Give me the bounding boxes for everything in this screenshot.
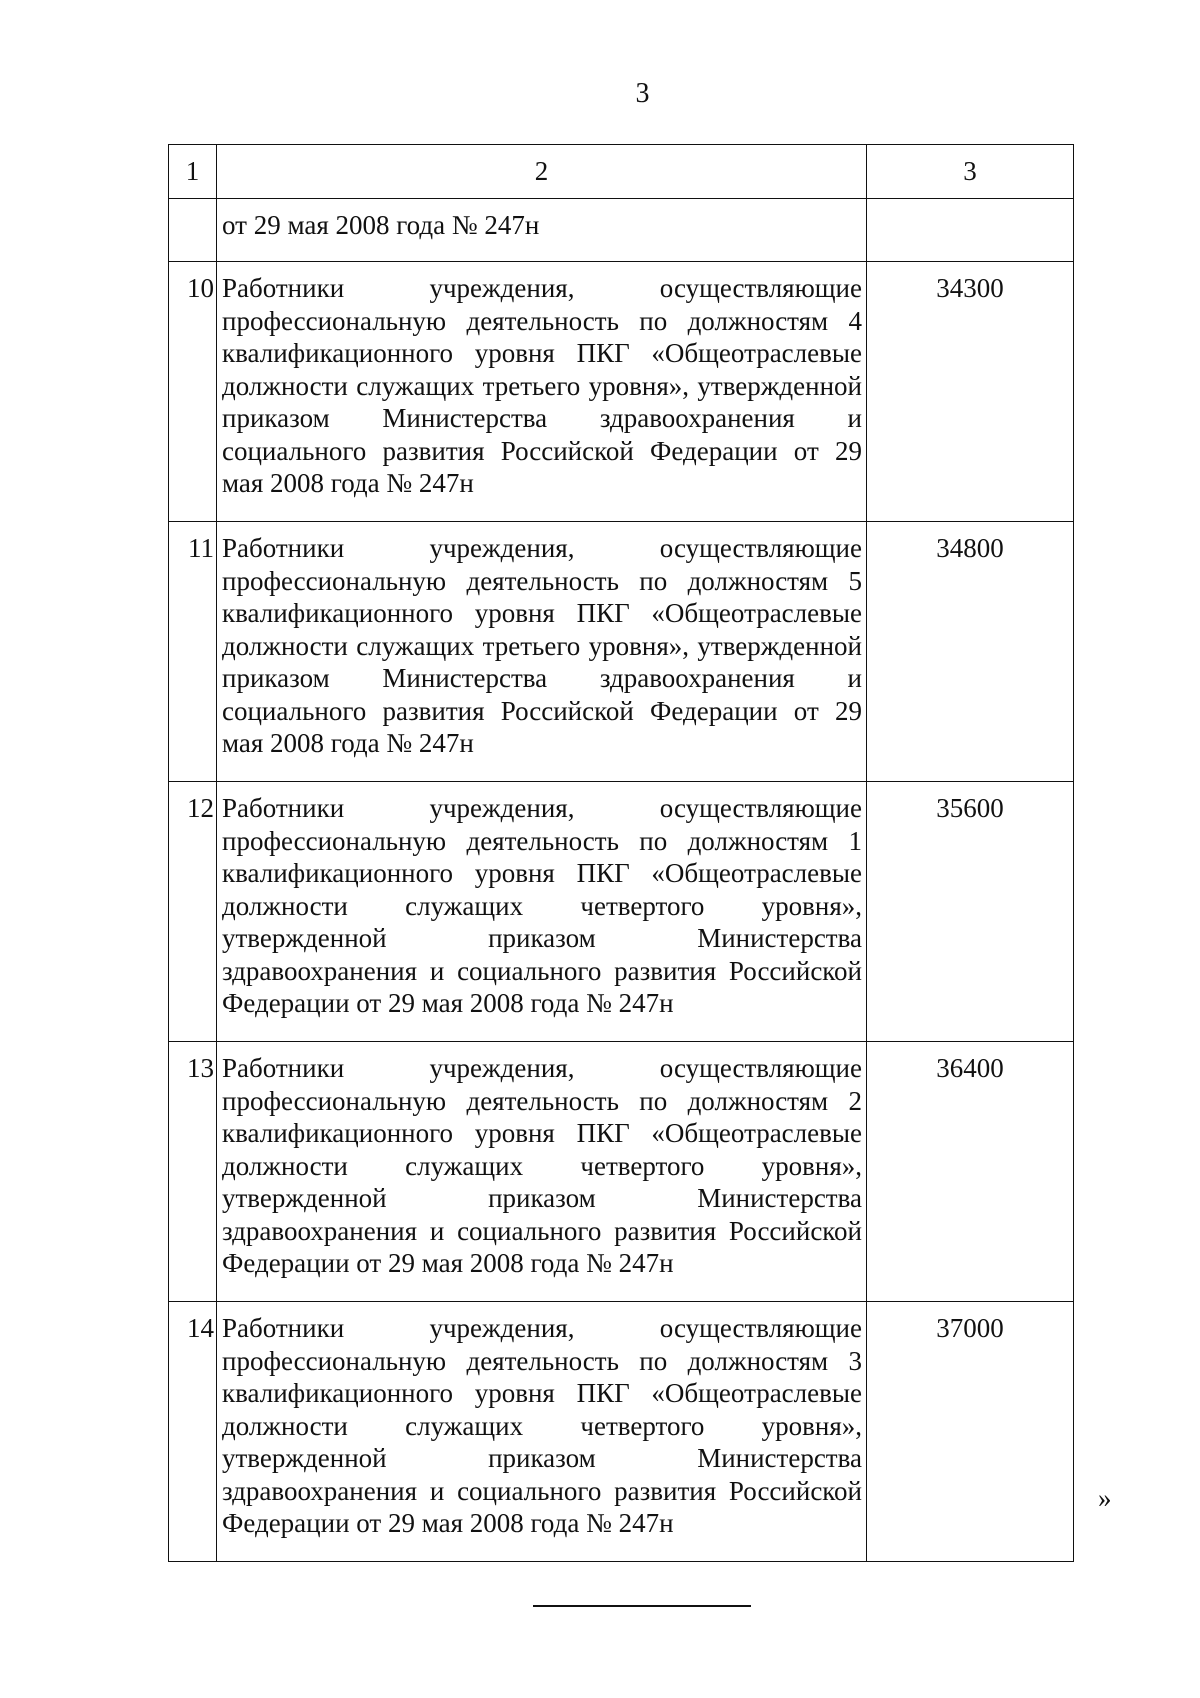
row-number: 13	[169, 1042, 217, 1302]
header-col-3: 3	[867, 145, 1074, 199]
row-description: Работники учреждения, осуществляющие профессиональную деятельность по должностям 1 квалификационного уровня ПКГ «Общеотраслевые должности служащих четвертого уровня», утвержденной приказом Министерства здравоохранения и социального развития Российской Федерации от 29 мая 2008 года № 247н	[217, 782, 867, 1042]
row-value: 34800	[867, 522, 1074, 782]
row-value: 35600	[867, 782, 1074, 1042]
closing-quote: »	[1098, 1483, 1112, 1513]
header-col-1: 1	[169, 145, 217, 199]
table-row	[169, 1042, 1074, 1302]
table-row	[169, 782, 1074, 1042]
table-header-row	[169, 145, 1074, 199]
header-col-2: 2	[217, 145, 867, 199]
continuation-row	[169, 199, 1074, 262]
table-row	[169, 1302, 1074, 1562]
table-row	[169, 262, 1074, 522]
row-description: Работники учреждения, осуществляющие профессиональную деятельность по должностям 5 квалификационного уровня ПКГ «Общеотраслевые должности служащих третьего уровня», утвержденной приказом Министерства здравоохранения и социального развития Российской Федерации от 29 мая 2008 года № 247н	[217, 522, 867, 782]
continuation-text: от 29 мая 2008 года № 247н	[217, 199, 867, 262]
row-description: Работники учреждения, осуществляющие профессиональную деятельность по должностям 4 квалификационного уровня ПКГ «Общеотраслевые должности служащих третьего уровня», утвержденной приказом Министерства здравоохранения и социального развития Российской Федерации от 29 мая 2008 года № 247н	[217, 262, 867, 522]
row-value: 37000	[867, 1302, 1074, 1562]
row-value: 36400	[867, 1042, 1074, 1302]
continuation-value-cell	[867, 199, 1074, 262]
salary-table	[168, 144, 1074, 1562]
continuation-num-cell	[169, 199, 217, 262]
table-row	[169, 522, 1074, 782]
row-value: 34300	[867, 262, 1074, 522]
end-separator-line	[533, 1605, 751, 1607]
row-number: 10	[169, 262, 217, 522]
row-description: Работники учреждения, осуществляющие профессиональную деятельность по должностям 3 квалификационного уровня ПКГ «Общеотраслевые должности служащих четвертого уровня», утвержденной приказом Министерства здравоохранения и социального развития Российской Федерации от 29 мая 2008 года № 247н	[217, 1302, 867, 1562]
row-number: 12	[169, 782, 217, 1042]
row-description: Работники учреждения, осуществляющие профессиональную деятельность по должностям 2 квалификационного уровня ПКГ «Общеотраслевые должности служащих четвертого уровня», утвержденной приказом Министерства здравоохранения и социального развития Российской Федерации от 29 мая 2008 года № 247н	[217, 1042, 867, 1302]
row-number: 11	[169, 522, 217, 782]
row-number: 14	[169, 1302, 217, 1562]
page-number: 3	[635, 78, 650, 109]
